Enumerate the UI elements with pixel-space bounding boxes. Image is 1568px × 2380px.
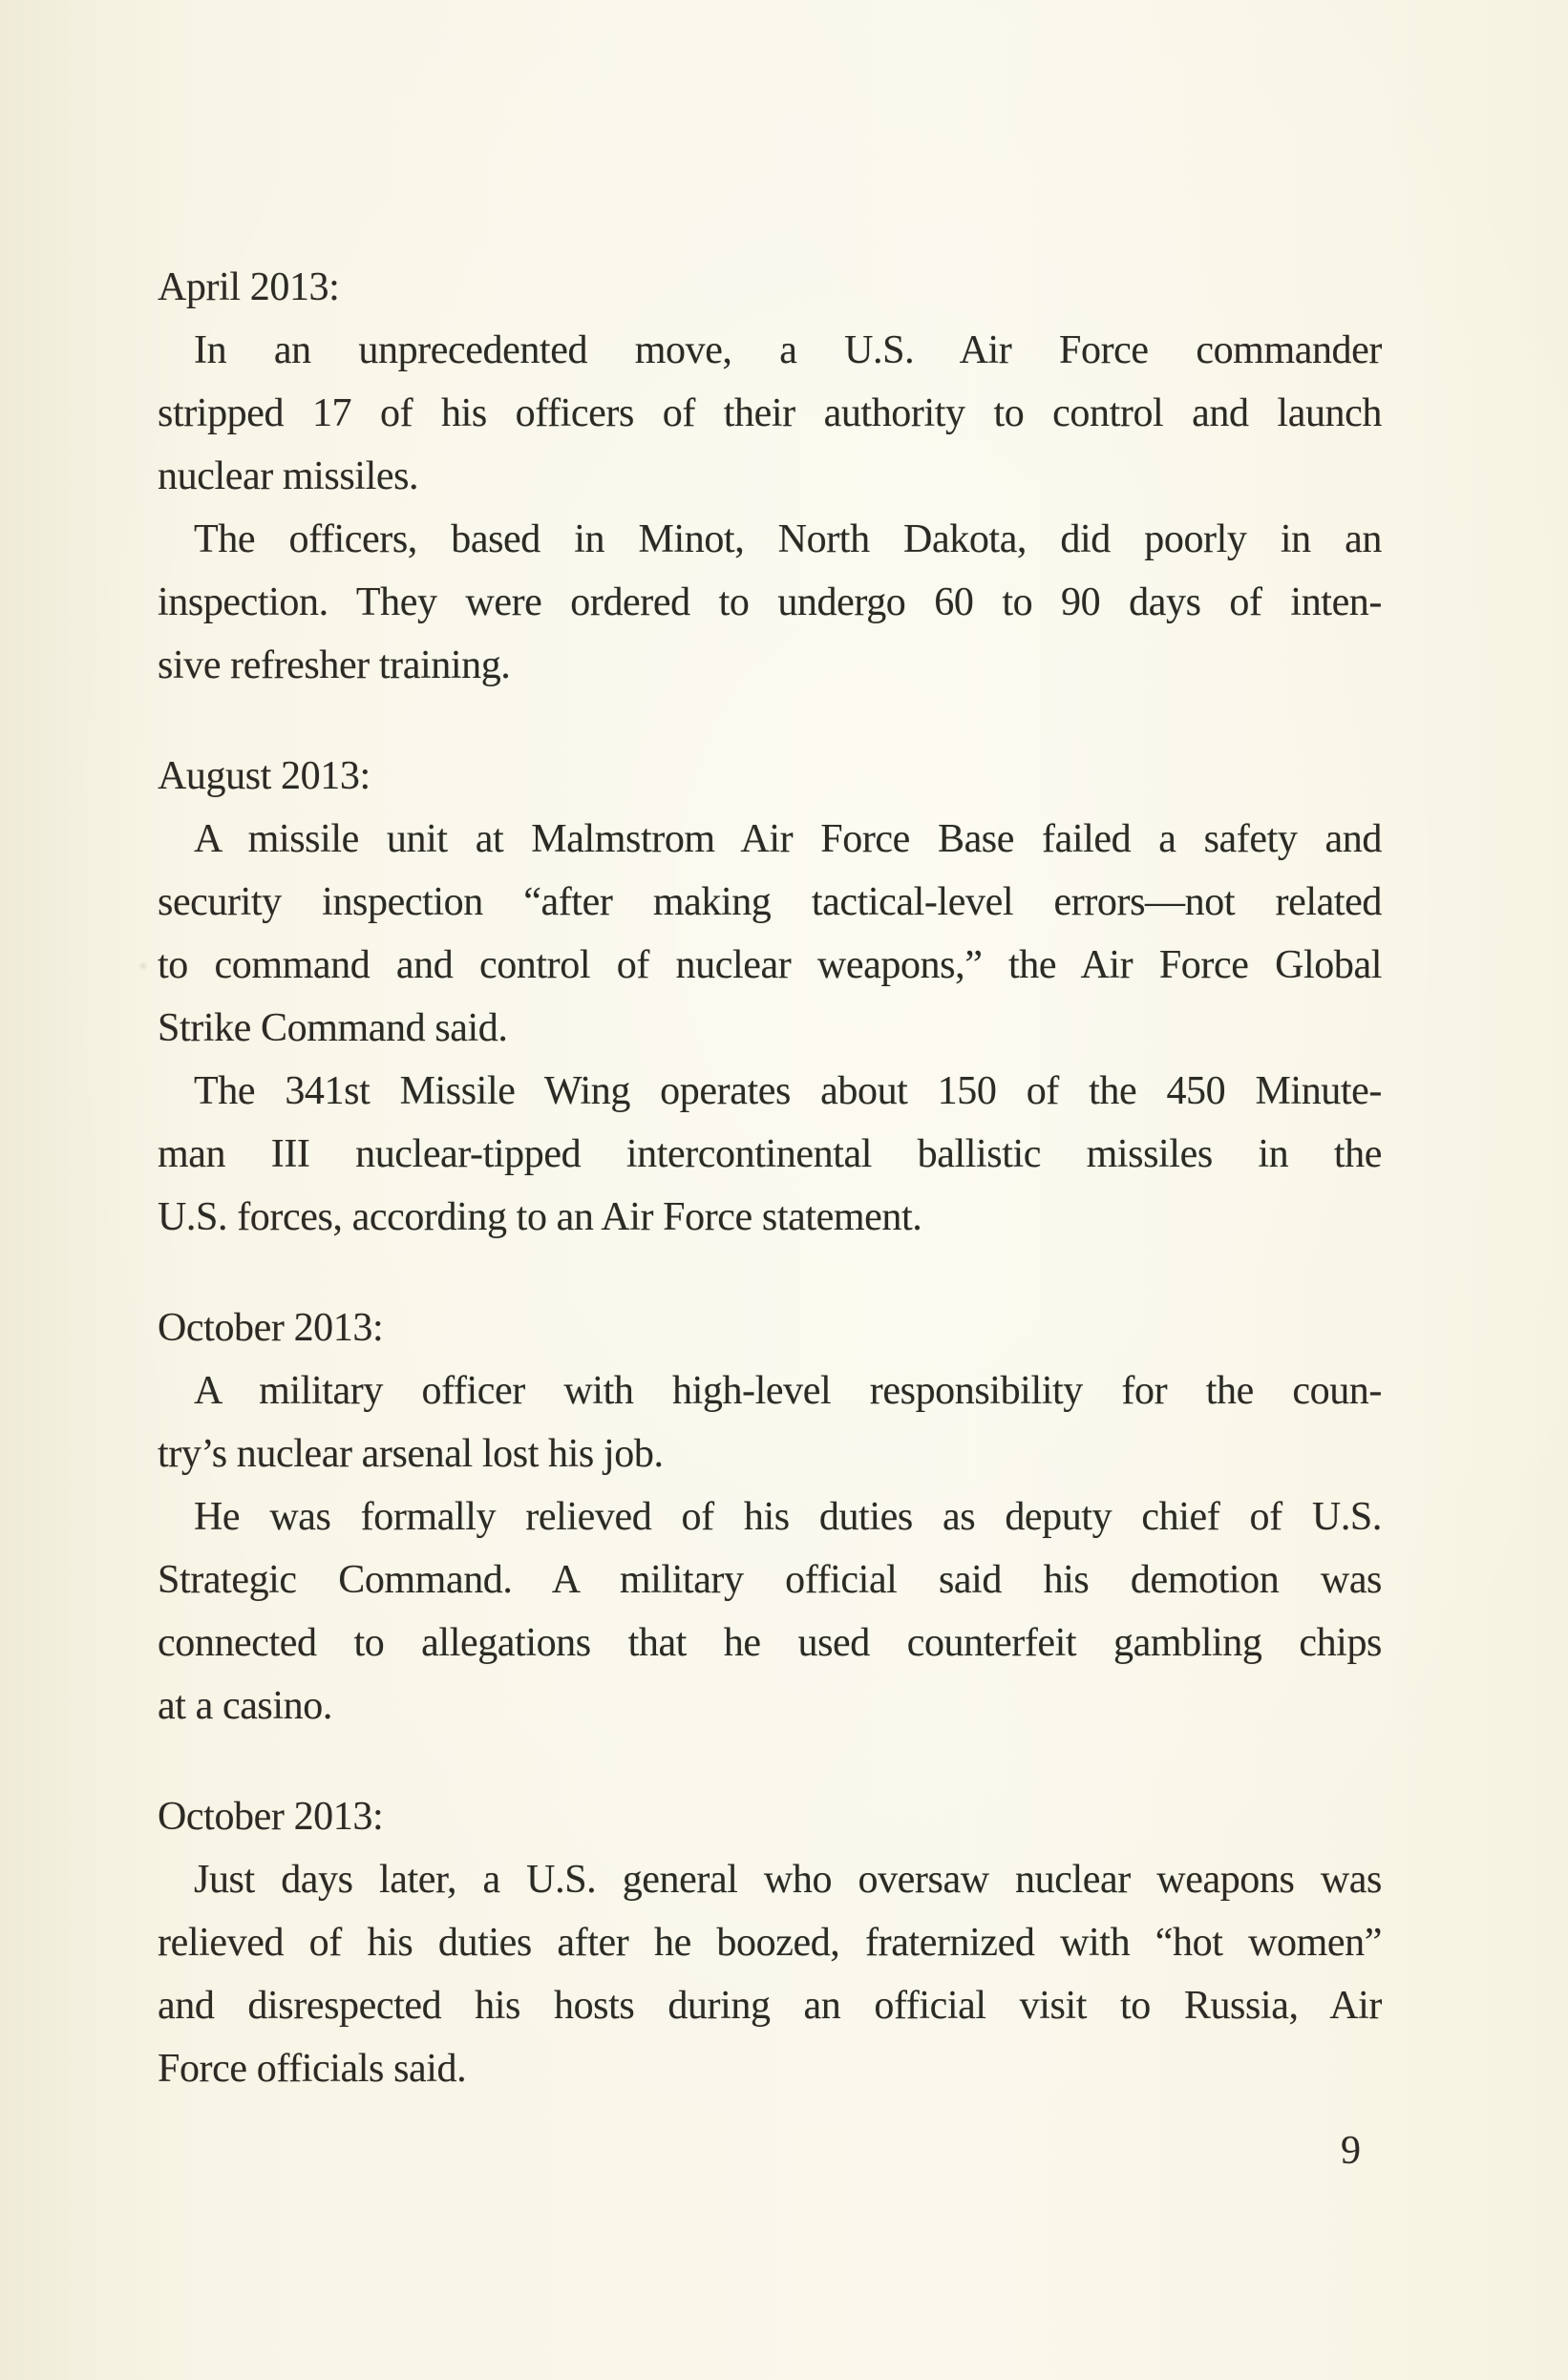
paragraph xyxy=(158,1485,1382,1738)
paragraph xyxy=(158,508,1382,697)
paragraph xyxy=(158,1060,1382,1249)
text-line: and disrespected his hosts during an official visit to Russia, Air xyxy=(158,1984,1382,2028)
text-line: Strike Command said. xyxy=(158,1006,508,1050)
text-line: security inspection “after making tactical-level errors—not related xyxy=(158,880,1382,924)
text-line: man III nuclear-tipped intercontinental ballistic missiles in the xyxy=(158,1132,1382,1176)
paragraph xyxy=(158,1359,1382,1485)
text-line: A missile unit at Malmstrom Air Force Base failed a safety and xyxy=(194,817,1382,861)
text-line: at a casino. xyxy=(158,1684,332,1728)
text-line: sive refresher training. xyxy=(158,643,511,687)
text-line: connected to allegations that he used counterfeit gambling chips xyxy=(158,1621,1382,1665)
section-heading: October 2013: xyxy=(158,1795,384,1839)
paragraph xyxy=(158,808,1382,1060)
date-section xyxy=(158,745,1382,1249)
text-line: In an unprecedented move, a U.S. Air Force commander xyxy=(194,328,1382,372)
text-line: to command and control of nuclear weapons,” the Air Force Global xyxy=(158,943,1382,987)
text-line: U.S. forces, according to an Air Force statement. xyxy=(158,1195,922,1239)
paragraph xyxy=(158,319,1382,508)
date-section xyxy=(158,1785,1382,2100)
text-line: inspection. They were ordered to undergo 60 to 90 days of inten- xyxy=(158,580,1382,624)
text-line: A military officer with high-level responsibility for the coun- xyxy=(194,1369,1382,1413)
section-heading: October 2013: xyxy=(158,1306,384,1350)
text-line: relieved of his duties after he boozed, fraternized with “hot women” xyxy=(158,1921,1382,1965)
paragraph xyxy=(158,1848,1382,2100)
text-line: Force officials said. xyxy=(158,2047,467,2091)
date-section xyxy=(158,256,1382,697)
page-number: 9 xyxy=(1341,2129,1361,2173)
text-line: The officers, based in Minot, North Dakota, did poorly in an xyxy=(194,517,1382,561)
date-section xyxy=(158,1296,1382,1738)
section-heading: April 2013: xyxy=(158,265,340,309)
text-line: The 341st Missile Wing operates about 150 of the 450 Minute- xyxy=(194,1069,1382,1113)
text-line: He was formally relieved of his duties as deputy chief of U.S. xyxy=(194,1495,1382,1539)
text-line: nuclear missiles. xyxy=(158,454,419,498)
text-line: stripped 17 of his officers of their authority to control and launch xyxy=(158,391,1382,435)
text-line: Just days later, a U.S. general who oversaw nuclear weapons was xyxy=(194,1858,1382,1902)
text-block xyxy=(158,256,1382,2100)
section-heading: August 2013: xyxy=(158,754,371,798)
text-line: try’s nuclear arsenal lost his job. xyxy=(158,1432,664,1476)
text-line: Strategic Command. A military official said his demotion was xyxy=(158,1558,1382,1602)
